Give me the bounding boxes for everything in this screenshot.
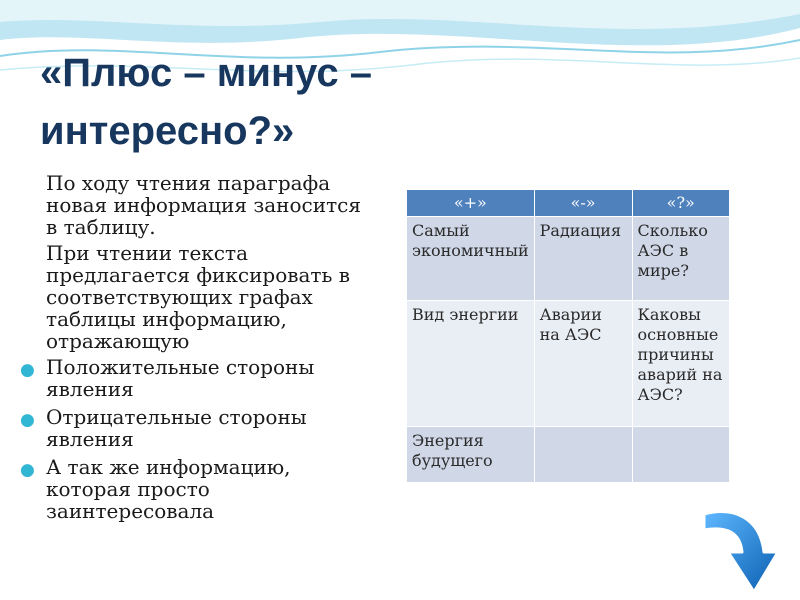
table-cell: Аварии на АЭС <box>534 301 632 427</box>
header-plus: «+» <box>407 190 535 217</box>
curved-arrow-icon[interactable] <box>694 500 794 600</box>
slide-title: «Плюс – минус – интересно?» <box>40 51 372 153</box>
table-cell: Энергия будущего <box>407 427 535 483</box>
bullet-icon: ● <box>20 410 35 430</box>
table-row <box>407 217 730 301</box>
bullet-item <box>18 356 378 400</box>
paragraph: При чтении текста предлагается фиксировать в соответствующих графах таблицы информацию, отражающую <box>46 241 351 353</box>
bullet-text: Положительные стороны явления <box>46 355 315 401</box>
table-row <box>407 427 730 483</box>
header-minus: «-» <box>534 190 632 217</box>
table-cell: Вид энергии <box>407 301 535 427</box>
table-header-row <box>407 190 730 217</box>
bullet-text: Отрицательные стороны явления <box>46 405 307 451</box>
bullet-icon: ● <box>20 460 35 480</box>
body-text <box>18 172 378 528</box>
table-row <box>407 301 730 427</box>
bullet-text: А так же информацию, которая просто заинтересовала <box>46 455 291 523</box>
bullet-item <box>18 406 378 450</box>
paragraph: По ходу чтения параграфа новая информация заносится в таблицу. <box>46 171 361 239</box>
table-cell: Самый экономичный <box>407 217 535 301</box>
table-cell: Каковы основные причины аварий на АЭС? <box>632 301 729 427</box>
table-cell <box>534 427 632 483</box>
header-question: «?» <box>632 190 729 217</box>
bullet-icon: ● <box>20 360 35 380</box>
table-cell: Сколько АЭС в мире? <box>632 217 729 301</box>
bullet-item <box>18 456 378 522</box>
plus-minus-table <box>406 189 730 483</box>
table-cell: Радиация <box>534 217 632 301</box>
table-cell <box>632 427 729 483</box>
